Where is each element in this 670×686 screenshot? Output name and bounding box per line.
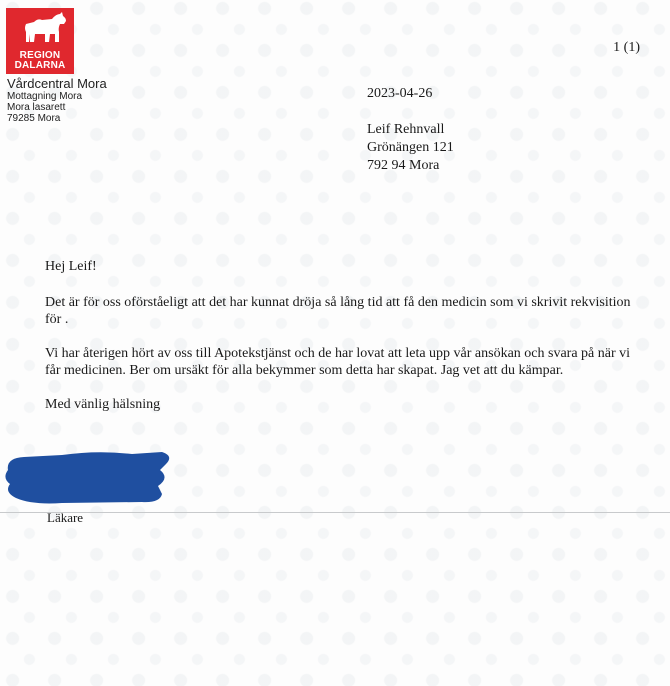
page-number: 1 (1)	[613, 40, 640, 55]
letter-date: 2023-04-26	[367, 86, 433, 101]
sender-address	[7, 77, 107, 124]
letter-body	[45, 258, 635, 429]
sender-unit: Mottagning Mora	[7, 91, 83, 102]
sender-site: Mora lasarett	[7, 102, 66, 113]
paragraph-2: Vi har återigen hört av oss till Apotekstjänst och de har lovat att leta upp vår ansökan och svara på när vi får medicinen. Ber om ursäkt för alla bekymmer som detta har skapat. Jag vet att du kämpar.	[45, 346, 631, 378]
dala-horse-icon	[6, 8, 74, 52]
recipient-postal: 792 94 Mora	[367, 158, 440, 173]
region-dalarna-logo	[6, 8, 74, 74]
signer-role: Läkare	[47, 510, 84, 525]
closing: Med vänlig hälsning	[45, 397, 161, 412]
sender-clinic: Vårdcentral Mora	[7, 76, 107, 91]
fold-line	[0, 512, 670, 513]
recipient-address	[367, 121, 454, 175]
recipient-street: Grönängen 121	[367, 140, 454, 155]
greeting: Hej Leif!	[45, 259, 97, 274]
paragraph-1: Det är för oss oförståeligt att det har kunnat dröja så lång tid att få den medicin som vi skrivit rekvisition för .	[45, 295, 631, 327]
logo-text-region: REGION	[19, 50, 61, 61]
recipient-name: Leif Rehnvall	[367, 122, 445, 137]
sender-postal: 79285 Mora	[7, 113, 61, 124]
logo-text-dalarna: DALARNA	[14, 60, 66, 71]
signature-redaction	[2, 448, 172, 506]
